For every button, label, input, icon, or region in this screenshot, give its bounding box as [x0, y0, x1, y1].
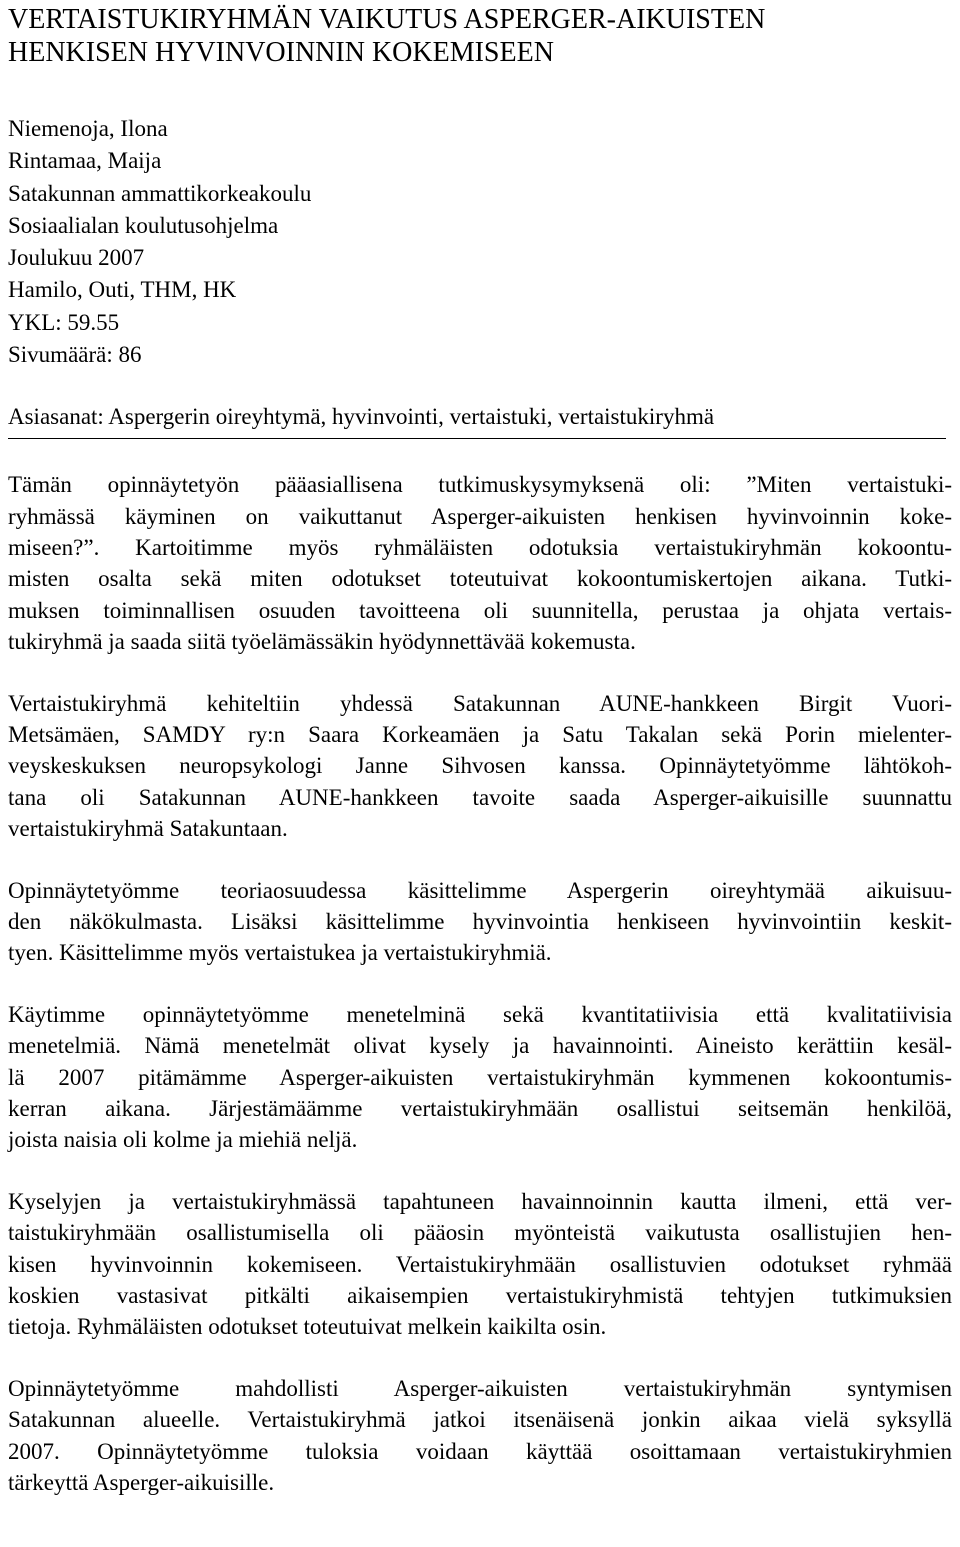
text-line: Tämän opinnäytetyön pääasiallisena tutkimuskysymyksenä oli: ”Miten vertaistuki-	[8, 472, 952, 498]
author-2: Rintamaa, Maija	[8, 148, 162, 174]
text-line: koskien vastasivat pitkälti aikaisempien vertaistukiryhmistä tehtyjen tutkimuksien	[8, 1282, 952, 1308]
text-line: miseen?”. Kartoitimme myös ryhmäläisten odotuksia vertaistukiryhmän kokoontu-	[8, 534, 952, 560]
document-page	[8, 0, 952, 1529]
page-count: Sivumäärä: 86	[8, 342, 142, 368]
abstract-paragraph	[8, 999, 952, 1155]
horizontal-divider	[8, 438, 946, 439]
text-line: menetelmiä. Nämä menetelmät olivat kysely ja havainnointi. Aineisto kerättiin kesäl-	[8, 1033, 952, 1059]
text-line: Vertaistukiryhmä kehiteltiin yhdessä Satakunnan AUNE-hankkeen Birgit Vuori-	[8, 690, 952, 716]
supervisor: Hamilo, Outi, THM, HK	[8, 277, 237, 303]
text-line: tukiryhmä ja saada siitä työelämässäkin hyödynnettävää kokemusta.	[8, 628, 636, 654]
text-line: Käytimme opinnäytetyömme menetelminä sekä kvantitatiivisia että kvalitatiivisia	[8, 1002, 952, 1028]
text-line: tana oli Satakunnan AUNE-hankkeen tavoite saada Asperger-aikuisille suunnattu	[8, 784, 952, 810]
text-line: kisen hyvinvoinnin kokemiseen. Vertaistukiryhmään osallistuvien odotukset ryhmää	[8, 1251, 952, 1277]
title-line: VERTAISTUKIRYHMÄN VAIKUTUS ASPERGER-AIKUISTEN	[8, 4, 766, 35]
ykl-classification: YKL: 59.55	[8, 309, 120, 335]
text-line: kerran aikana. Järjestämäämme vertaistukiryhmään osallistui seitsemän henkilöä,	[8, 1095, 952, 1121]
text-line: muksen toiminnallisen osuuden tavoitteena oli suunnitella, perustaa ja ohjata vertais-	[8, 597, 952, 623]
text-line: misten osalta sekä miten odotukset toteutuivat kokoontumiskertojen aikana. Tutki-	[8, 566, 952, 592]
text-line: ryhmässä käyminen on vaikuttanut Asperger-aikuisten henkisen hyvinvoinnin koke-	[8, 503, 952, 529]
text-line: Opinnäytetyömme teoriaosuudessa käsittelimme Aspergerin oireyhtymää aikuisuu-	[8, 877, 952, 903]
text-line: Opinnäytetyömme mahdollisti Asperger-aikuisten vertaistukiryhmän syntymisen	[8, 1376, 952, 1401]
author-1: Niemenoja, Ilona	[8, 116, 168, 141]
metadata-block	[8, 113, 952, 371]
text-line: Metsämäen, SAMDY ry:n Saara Korkeamäen ja Satu Takalan sekä Porin mielenter-	[8, 721, 952, 747]
abstract-paragraph	[8, 875, 952, 969]
text-line: den näkökulmasta. Lisäksi käsittelimme hyvinvointia henkiseen hyvinvointiin keskit-	[8, 908, 952, 934]
text-line: taistukiryhmään osallistumisella oli pääosin myönteistä vaikutusta osallistujien hen-	[8, 1220, 952, 1246]
document-title	[8, 0, 952, 69]
text-line: Satakunnan alueelle. Vertaistukiryhmä jatkoi itsenäisenä jonkin aikaa vielä syksyllä	[8, 1407, 952, 1433]
institution: Satakunnan ammattikorkeakoulu	[8, 180, 312, 206]
title-line: HENKISEN HYVINVOINNIN KOKEMISEEN	[8, 37, 554, 68]
text-line: 2007. Opinnäytetyömme tuloksia voidaan käyttää osoittamaan vertaistukiryhmien	[8, 1438, 952, 1464]
text-line: tietoja. Ryhmäläisten odotukset toteutuivat melkein kaikilta osin.	[8, 1314, 607, 1340]
text-line: tärkeyttä Asperger-aikuisille.	[8, 1469, 275, 1495]
abstract-paragraph	[8, 469, 952, 657]
abstract-paragraph	[8, 688, 952, 844]
text-line: joista naisia oli kolme ja miehiä neljä.	[8, 1127, 358, 1153]
text-line: veyskeskuksen neuropsykologi Janne Sihvosen kanssa. Opinnäytetyömme lähtökoh-	[8, 753, 952, 779]
abstract-paragraph	[8, 1373, 952, 1498]
keywords: Asiasanat: Aspergerin oireyhtymä, hyvinvointi, vertaistuki, vertaistukiryhmä	[8, 404, 715, 430]
text-line: Kyselyjen ja vertaistukiryhmässä tapahtuneen havainnoinnin kautta ilmeni, että ver-	[8, 1189, 952, 1215]
abstract	[8, 469, 952, 1498]
text-line: tyen. Käsittelimme myös vertaistukea ja vertaistukiryhmiä.	[8, 940, 552, 966]
text-line: lä 2007 pitämämme Asperger-aikuisten vertaistukiryhmän kymmenen kokoontumis-	[8, 1064, 952, 1090]
degree-programme: Sosiaalialan koulutusohjelma	[8, 212, 279, 238]
text-line: vertaistukiryhmä Satakuntaan.	[8, 815, 288, 841]
abstract-paragraph	[8, 1186, 952, 1342]
date: Joulukuu 2007	[8, 245, 145, 271]
